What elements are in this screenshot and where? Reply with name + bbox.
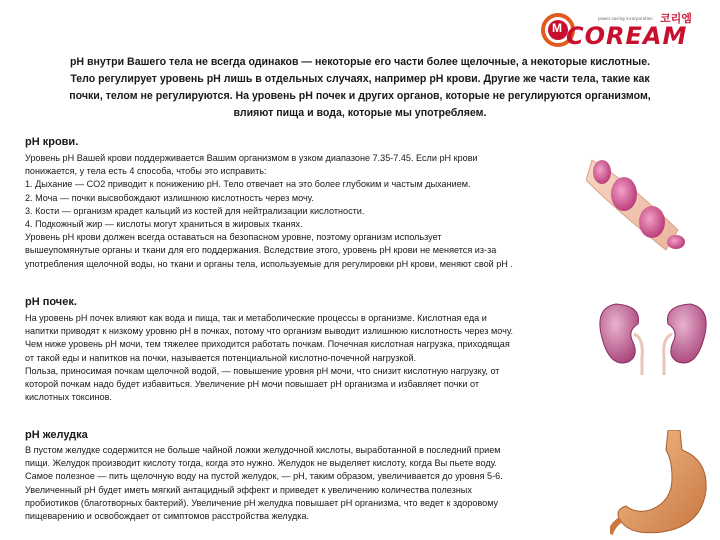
stomach-line: Самое полезное — пить щелочную воду на пустой желудок, — pH, таким образом, увеличивается до уровня 5-6. [25,471,503,482]
stomach-line: В пустом желудке содержится не больше чайной ложки желудочной кислоты, выработанной в последний прием [25,445,501,455]
blood-line: 1. Дыхание — CO2 приводит к понижению pH. Тело отвечает на это более глубоким и частым дыханием. [25,179,471,190]
stomach-line: пробиотиков (благотворных бактерий). Увеличение pH желудка повышает pH организма, что ведет к здоровому [25,497,499,508]
intro-line: Тело регулирует уровень pH лишь в отдельных случаях, например pH крови. Другие же части тела, такие как [70,73,650,85]
blood-line: понижается, у тела есть 4 способа, чтобы это исправить: [25,166,267,177]
kidney-line: Чем ниже уровень pH мочи, тем тяжелее приходится работать почкам. Почечная кислотная нагрузка, приходящая [25,339,510,350]
blood-section-title: pH крови. [25,136,79,148]
kidney-section-title: pH почек. [25,296,77,308]
intro-line: pH внутри Вашего тела не всегда одинаков — некоторые его части более щелочные, а некоторые кислотные. [69,56,651,68]
stomach-line: пищи. Желудок производит кислоту тогда, когда это нужно. Желудок не выделяет кислоту, когда Вы пьете воду. [25,458,497,469]
blood-line: 2. Моча — почки высвобождают излишнюю кислотность через мочу. [25,192,314,203]
stomach-section-text [25,444,503,523]
logo-tagline: power saving incorporation [598,16,653,21]
kidney-line: кислотных токсинов. [25,392,112,403]
blood-line: вышеупомянутые органы и ткани для его поддержания. Вследствие этого, уровень pH крови не меняется из-за [25,245,497,256]
kidney-line: Польза, приносимая почкам щелочной водой, — повышение уровня pH мочи, что снизит кислотную нагрузку, от [25,365,500,376]
logo-emblem-letter: M [552,21,562,35]
stomach-line: Увеличенный pH будет иметь мягкий антацидный эффект и приведет к увеличению количества полезных [25,484,472,495]
kidney-line: напитки приводят к низкому уровню pH в почках, потому что организм выводит излишнюю кислотность через мочу. [25,326,513,337]
stomach-section-title: pH желудка [25,429,88,441]
kidney-line: На уровень pH почек влияют как вода и пища, так и метаболические процессы в организме. Кислотная еда и [25,313,487,323]
blood-line: 3. Кости — организм крадет кальций из костей для нейтрализации кислотности. [25,205,365,216]
kidney-line: которой почкам надо будет избавиться. Увеличение pH мочи повышает pH организма и избавляет почки от [25,379,479,390]
kidney-line: от такой еды и напитков на почки, называется потенциальной кислотно-почечной нагрузкой. [25,352,417,363]
intro-line: влияют пища и вода, которые мы употребляем. [233,107,487,119]
stomach-line: пищеварению и освобождает от симптомов расстройства желудка. [25,511,310,522]
logo-korean-text: 코리엠 [660,12,692,25]
intro-line: почки, телом не регулируются. На уровень pH почек и других органов, которые не регулируются организмом, [69,90,651,102]
blood-line: 4. Подкожный жир — кислоты могут храниться в жировых тканях. [25,219,303,230]
blood-line: Уровень pH крови должен всегда оставаться на безопасном уровне, поэтому организм использует [25,232,442,243]
blood-line: употребления щелочной воды, но ткани и органы тела, используемые для регулировки pH крови, меняют свой pH . [25,258,513,269]
blood-line: Уровень pH Вашей крови поддерживается Вашим организмом в узком диапазоне 7.35-7.45. Если pH крови [25,153,478,163]
logo-wordmark: COREAM [566,22,688,50]
